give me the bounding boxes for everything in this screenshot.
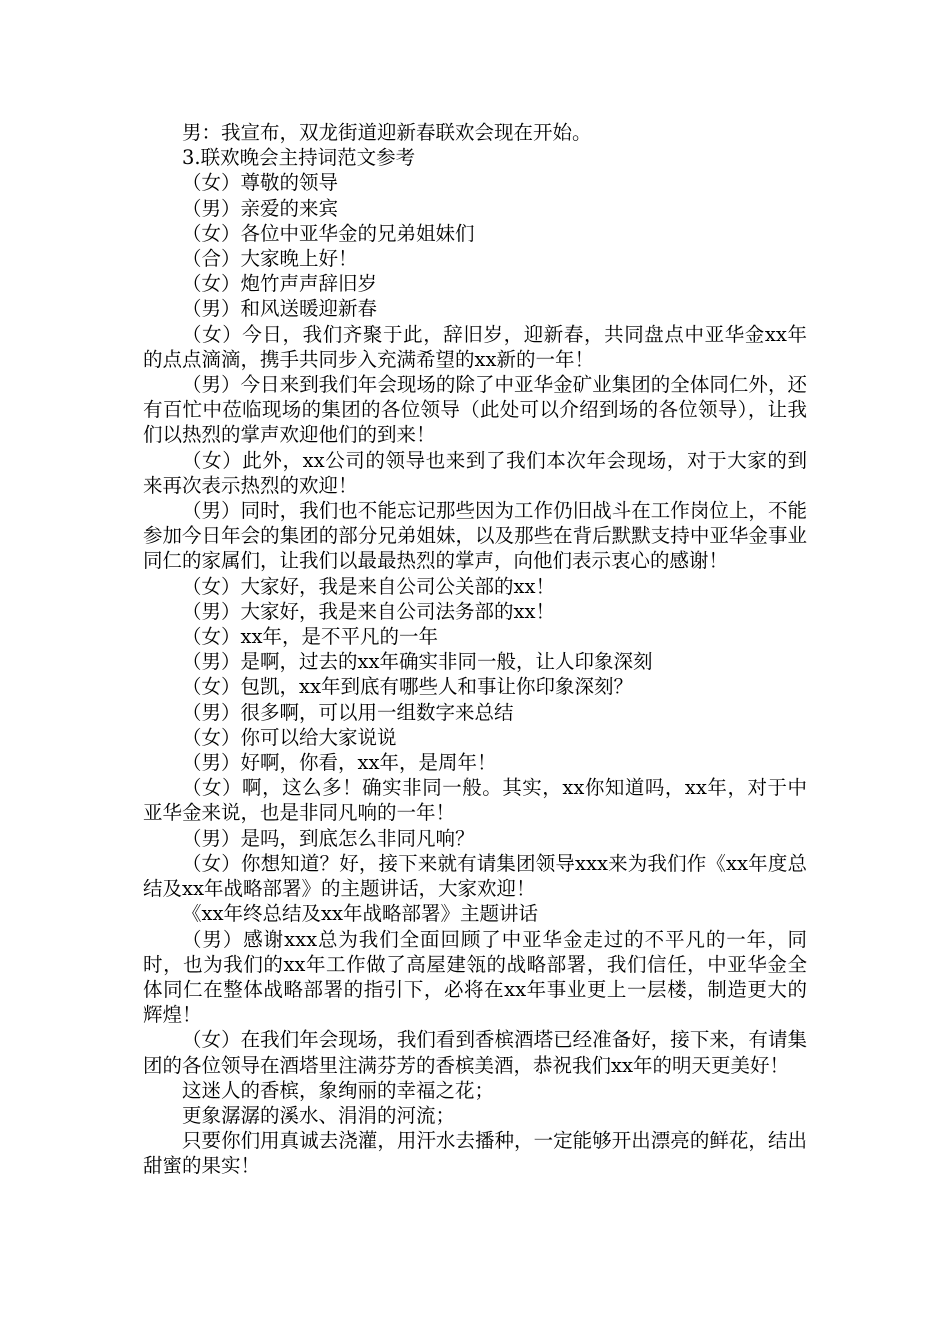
- paragraph: （女）啊，这么多！确实非同一般。其实，xx你知道吗，xx年，对于中亚华金来说，也是非同凡响的一年！: [143, 776, 807, 825]
- paragraph: （男）和风送暖迎新春: [182, 297, 378, 321]
- paragraph: （女）你可以给大家说说: [182, 725, 397, 749]
- paragraph: （男）感谢xxx总为我们全面回顾了中亚华金走过的不平凡的一年，同时，也为我们的xx年工作做了高屋建瓴的战略部署，我们信任，中亚华金全体同仁在整体战略部署的指引下，必将在xx年事业更上一层楼，制造更大的辉煌！: [143, 927, 807, 1027]
- paragraph: （合）大家晚上好！: [182, 247, 358, 271]
- paragraph: （女）大家好，我是来自公司公关部的xx！: [182, 574, 555, 598]
- paragraph: （男）是啊，过去的xx年确实非同一般，让人印象深刻: [182, 650, 653, 674]
- paragraph: 男：我宣布，双龙街道迎新春联欢会现在开始。: [182, 121, 592, 144]
- paragraph: （女）今日，我们齐聚于此，辞旧岁，迎新春，共同盘点中亚华金xx年的点点滴滴，携手共同步入充满希望的xx新的一年！: [143, 322, 807, 371]
- paragraph: （女）各位中亚华金的兄弟姐妹们: [182, 221, 475, 245]
- paragraph: （男）好啊，你看，xx年，是周年！: [182, 751, 497, 775]
- paragraph: （男）很多啊，可以用一组数字来总结: [182, 700, 514, 724]
- paragraph: （女）此外，xx公司的领导也来到了我们本次年会现场，对于大家的到来再次表示热烈的欢迎！: [143, 448, 807, 497]
- paragraph: （男）同时，我们也不能忘记那些因为工作仍旧战斗在工作岗位上，不能参加今日年会的集团的部分兄弟姐妹，以及那些在背后默默支持中亚华金事业同仁的家属们，让我们以最最热烈的掌声，向他们表示衷心的感谢！: [143, 499, 807, 573]
- paragraph: （男）今日来到我们年会现场的除了中亚华金矿业集团的全体同仁外，还有百忙中莅临现场的集团的各位领导（此处可以介绍到场的各位领导），让我们以热烈的掌声欢迎他们的到来！: [143, 373, 807, 447]
- document-page: [143, 120, 807, 1179]
- paragraph: （女）xx年，是不平凡的一年: [182, 625, 438, 649]
- paragraph: （男）大家好，我是来自公司法务部的xx！: [182, 599, 555, 623]
- paragraph: （女）尊敬的领导: [182, 171, 339, 195]
- paragraph: （女）你想知道？好，接下来就有请集团领导xxx来为我们作《xx年度总结及xx年战略部署》的主题讲话，大家欢迎！: [143, 851, 807, 901]
- section-heading: 3.联欢晚会主持词范文参考: [182, 146, 416, 170]
- speech-title: 《xx年终总结及xx年战略部署》主题讲话: [182, 902, 538, 926]
- verse-line: 这迷人的香槟，象绚丽的幸福之花；: [182, 1078, 495, 1102]
- paragraph: （男）亲爱的来宾: [182, 196, 339, 220]
- paragraph: （女）炮竹声声辞旧岁: [182, 272, 378, 296]
- paragraph: （女）包凯，xx年到底有哪些人和事让你印象深刻？: [182, 675, 633, 699]
- verse-line: 更象潺潺的溪水、涓涓的河流；: [182, 1103, 456, 1127]
- paragraph: （女）在我们年会现场，我们看到香槟酒塔已经准备好，接下来，有请集团的各位领导在酒塔里注满芬芳的香槟美酒，恭祝我们xx年的明天更美好！: [143, 1028, 807, 1077]
- paragraph: （男）是吗，到底怎么非同凡响？: [182, 826, 475, 850]
- paragraph: 只要你们用真诚去浇灌，用汗水去播种，一定能够开出漂亮的鲜花，结出甜蜜的果实！: [143, 1129, 807, 1178]
